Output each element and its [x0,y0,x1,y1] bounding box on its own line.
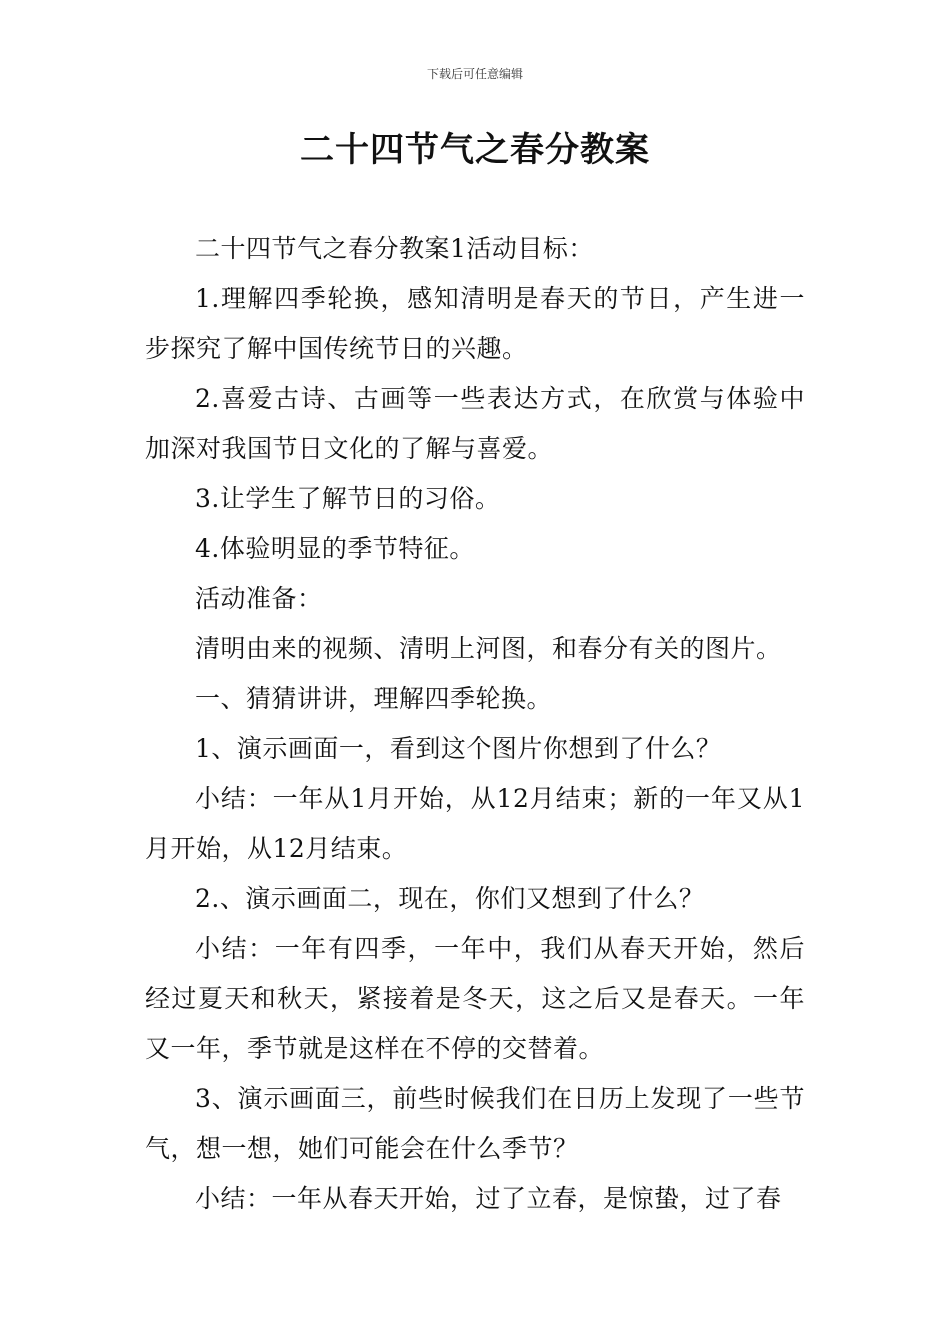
header-note: 下载后可任意编辑 [426,67,523,81]
paragraph-12: 小结：一年有四季，一年中，我们从春天开始，然后经过夏天和秋天，紧接着是冬天，这之后又是春天。一年又一年，季节就是这样在不停的交替着。 [145,934,805,1063]
paragraph-9: 1、演示画面一，看到这个图片你想到了什么？ [195,734,722,763]
document-title: 二十四节气之春分教案 [300,130,650,170]
paragraph-10: 小结：一年从1月开始，从12月结束；新的一年又从1月开始，从12月结束。 [145,784,805,863]
paragraph-4: 3.让学生了解节日的习俗。 [195,484,501,513]
document-body [145,224,805,1224]
paragraph-5: 4.体验明显的季节特征。 [195,534,475,563]
paragraph-13: 3、演示画面三，前些时候我们在日历上发现了一些节气，想一想，她们可能会在什么季节？ [145,1084,805,1163]
paragraph-8: 一、猜猜讲讲，理解四季轮换。 [195,684,553,713]
paragraph-11: 2.、演示画面二，现在，你们又想到了什么？ [195,884,705,913]
paragraph-7: 清明由来的视频、清明上河图，和春分有关的图片。 [195,634,782,663]
paragraph-14: 小结：一年从春天开始，过了立春，是惊蛰，过了春 [195,1184,782,1213]
paragraph-1: 二十四节气之春分教案1活动目标： [195,234,594,263]
paragraph-2: 1.理解四季轮换，感知清明是春天的节日，产生进一步探究了解中国传统节日的兴趣。 [145,284,805,363]
paragraph-6: 活动准备： [195,584,323,613]
paragraph-3: 2.喜爱古诗、古画等一些表达方式，在欣赏与体验中加深对我国节日文化的了解与喜爱。 [145,384,805,463]
